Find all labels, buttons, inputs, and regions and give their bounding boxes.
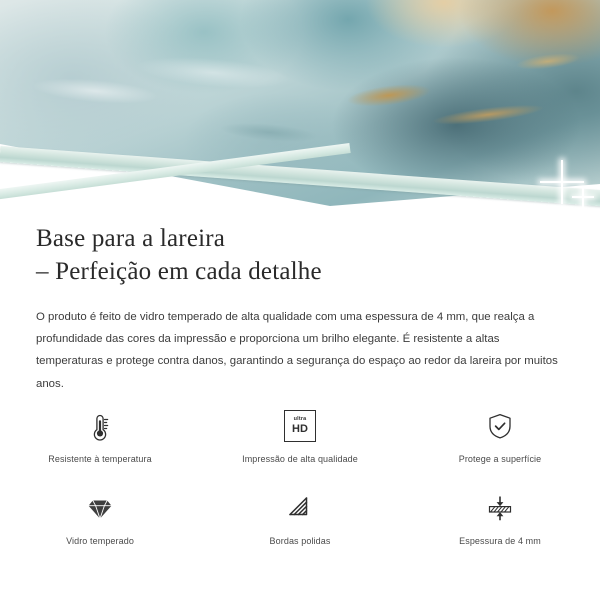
ultra-hd-icon: [278, 404, 322, 448]
feature-label: Protege a superfície: [458, 454, 542, 464]
feature-label: Resistente à temperatura: [48, 454, 152, 464]
description-content: [0, 222, 600, 395]
feature-item-thickness: [400, 480, 600, 562]
polished-edges-icon: [278, 486, 322, 530]
feature-label: Bordas polidas: [269, 536, 331, 546]
ultra-hd-badge-top: ultra: [293, 416, 307, 423]
feature-item-surface-protection: [400, 398, 600, 480]
diamond-icon: [78, 486, 122, 530]
page-title: [0, 222, 600, 288]
feature-item-polished-edges: [200, 480, 400, 562]
ultra-hd-badge-main: HD: [292, 422, 308, 435]
feature-label: Vidro temperado: [66, 536, 134, 546]
shield-check-icon: [478, 404, 522, 448]
thickness-icon: [478, 486, 522, 530]
hero-image: [0, 0, 600, 222]
feature-item-tempered-glass: [0, 480, 200, 562]
feature-label: Espessura de 4 mm: [459, 536, 541, 546]
feature-item-print-quality: [200, 398, 400, 480]
feature-item-temperature: [0, 398, 200, 480]
headline-line-2: – Perfeição em cada detalhe: [36, 258, 322, 285]
feature-label: Impressão de alta qualidade: [242, 454, 358, 464]
feature-grid: [0, 398, 600, 562]
description-paragraph: O produto é feito de vidro temperado de alta qualidade com uma espessura de 4 mm, que realça a profundidade das cores da impressão e proporciona um brilho elegante. É resistente a altas temperaturas e protege contra danos, garantindo a segurança do espaço ao redor da lareira por muitos anos.: [36, 311, 558, 390]
thermometer-icon: [78, 404, 122, 448]
headline-line-1: Base para a lareira: [36, 225, 226, 252]
